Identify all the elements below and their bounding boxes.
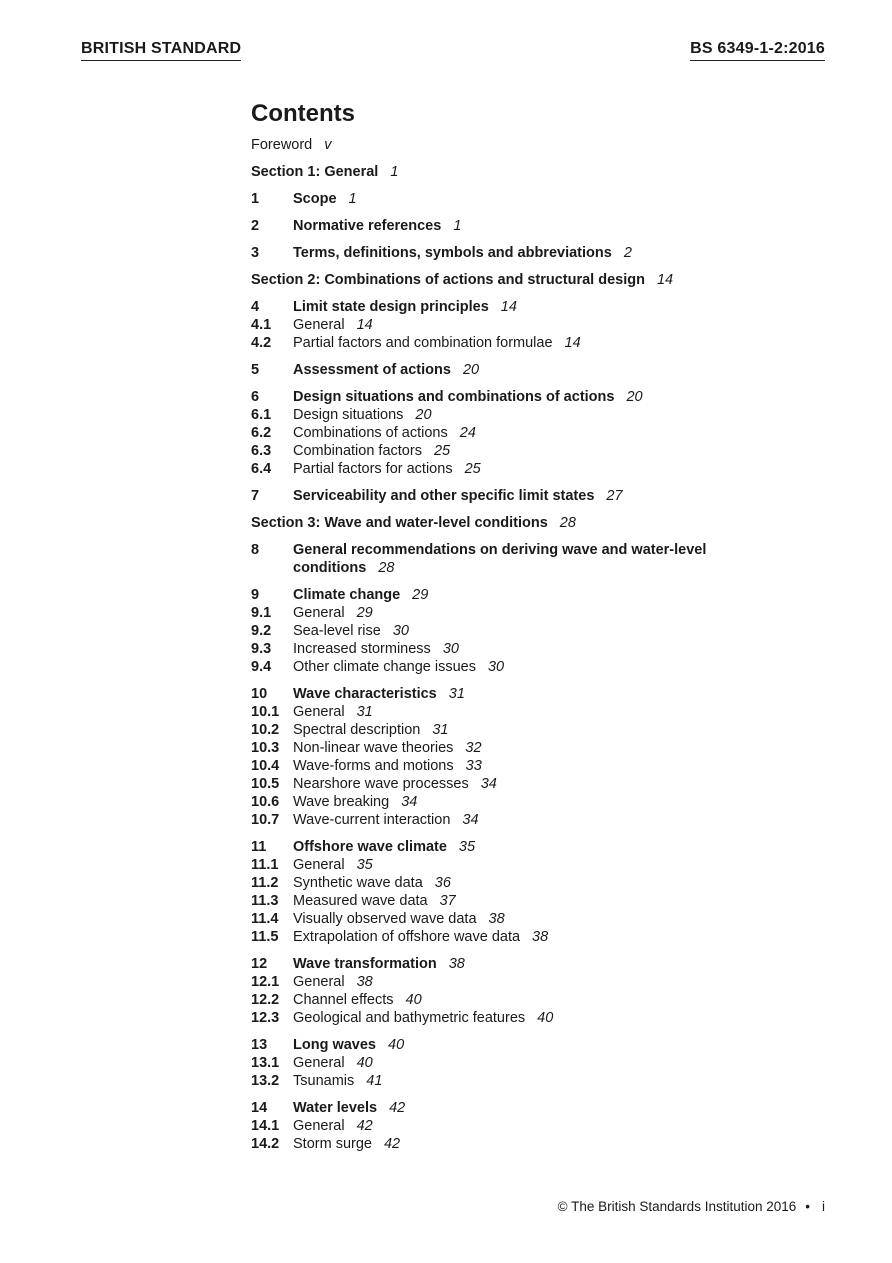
toc-entry-number: 10.7 — [251, 812, 280, 828]
toc-entry-page: 36 — [434, 875, 451, 891]
toc-entry-number: 4 — [251, 299, 260, 315]
toc-entry-wrapper — [251, 163, 811, 181]
toc-entry-page: v — [324, 137, 332, 153]
toc-entry-page: 27 — [606, 488, 623, 504]
toc-entry-page: 1 — [390, 164, 399, 180]
page-title: Contents — [251, 100, 355, 127]
toc-entry-number: 4.1 — [251, 317, 272, 333]
page-footer — [558, 1199, 825, 1214]
toc-entry-wrapper — [293, 316, 811, 334]
toc-entry-page: 40 — [537, 1010, 554, 1026]
toc-entry-title: Wave transformation — [293, 956, 437, 972]
toc-entry[interactable] — [251, 424, 811, 442]
toc-entry-page: 28 — [559, 515, 576, 531]
toc-entry-number: 7 — [251, 488, 260, 504]
toc-entry-page: 33 — [465, 758, 482, 774]
toc-entry-title: Section 2: Combinations of actions and structural design — [251, 272, 645, 288]
toc-entry[interactable] — [251, 604, 811, 622]
toc-group — [251, 388, 811, 478]
toc-entry-page: 25 — [433, 443, 451, 459]
toc-entry-number: 10 — [251, 686, 268, 702]
toc-entry-page: 30 — [392, 623, 409, 639]
toc-entry-number: 9.3 — [251, 641, 272, 657]
toc-entry[interactable] — [251, 973, 811, 991]
toc-entry-number: 9.2 — [251, 623, 272, 639]
toc-group — [251, 955, 811, 1027]
footer-copyright: © The British Standards Institution 2016 — [557, 1199, 797, 1214]
toc-entry-title: General — [293, 317, 345, 333]
toc-entry-wrapper — [293, 1135, 811, 1153]
toc-entry-page: 35 — [356, 857, 373, 873]
toc-entry-wrapper — [293, 1099, 811, 1117]
toc-entry-page: 34 — [401, 794, 418, 810]
toc-group — [251, 586, 811, 676]
toc-entry-number: 13.1 — [251, 1055, 280, 1071]
toc-entry-wrapper — [293, 775, 811, 793]
toc-entry-title: Normative references — [293, 218, 442, 234]
toc-entry-wrapper — [293, 190, 811, 208]
toc-entry-number: 10.2 — [251, 722, 280, 738]
toc-entry-page: 20 — [626, 389, 643, 405]
toc-entry[interactable] — [251, 1009, 811, 1027]
toc-entry-wrapper — [293, 757, 811, 775]
toc-entry-page: 32 — [465, 740, 482, 756]
toc-entry-number: 9.1 — [251, 605, 272, 621]
toc-entry-wrapper — [293, 487, 811, 505]
toc-entry-title: Visually observed wave data — [293, 911, 477, 927]
toc-entry-wrapper — [293, 640, 811, 658]
toc-entry[interactable] — [251, 190, 811, 208]
toc-entry-title: Partial factors and combination formulae — [293, 335, 553, 351]
toc-entry-number: 12.1 — [251, 974, 280, 990]
toc-entry-page: 28 — [378, 560, 395, 576]
toc-entry-wrapper — [293, 406, 811, 424]
toc-entry-page: 25 — [464, 461, 481, 477]
toc-group — [251, 190, 811, 208]
toc-entry-wrapper — [293, 460, 811, 478]
toc-entry-title: Wave characteristics — [293, 686, 437, 702]
toc-entry-title: Climate change — [293, 587, 401, 603]
toc-entry-number: 12.2 — [251, 992, 280, 1008]
toc-entry-number: 11.5 — [251, 929, 279, 945]
toc-entry[interactable] — [251, 244, 811, 262]
toc-entry[interactable] — [251, 928, 811, 946]
toc-entry-wrapper — [293, 991, 811, 1009]
toc-entry-wrapper — [293, 928, 811, 946]
toc-entry-title: General — [293, 1118, 345, 1134]
toc-entry-page: 42 — [383, 1136, 401, 1152]
toc-entry-title: General — [293, 974, 345, 990]
toc-entry[interactable] — [251, 316, 811, 334]
toc-group — [251, 1099, 811, 1153]
toc-entry-number: 11.4 — [251, 911, 279, 927]
toc-entry[interactable] — [251, 586, 811, 604]
toc-entry-title: Design situations and combinations of actions — [293, 389, 615, 405]
toc-entry-title: Assessment of actions — [293, 362, 451, 378]
toc-entry-page: 38 — [488, 911, 505, 927]
toc-entry-wrapper — [251, 514, 811, 532]
toc-entry-number: 2 — [251, 218, 260, 234]
toc-entry-page: 14 — [656, 272, 674, 288]
toc-entry-number: 12 — [251, 956, 268, 972]
toc-entry-title: Terms, definitions, symbols and abbreviations — [293, 245, 612, 261]
toc-entry-number: 6 — [251, 389, 260, 405]
toc-group — [251, 541, 811, 577]
toc-group — [251, 514, 811, 532]
toc-entry-wrapper — [293, 298, 811, 316]
toc-entry-title: Section 3: Wave and water-level conditions — [251, 515, 548, 531]
toc-entry[interactable] — [251, 757, 811, 775]
toc-entry-title: General recommendations on deriving wave and water-level conditions — [293, 542, 707, 576]
toc-entry-title: General — [293, 704, 345, 720]
toc-entry-number: 13 — [251, 1037, 268, 1053]
toc-entry-page: 42 — [389, 1100, 406, 1116]
toc-entry[interactable] — [251, 811, 811, 829]
toc-entry-title: Wave breaking — [293, 794, 390, 810]
toc-entry-page: 31 — [432, 722, 449, 738]
toc-entry-wrapper — [293, 703, 811, 721]
toc-entry-title: Serviceability and other specific limit states — [293, 488, 595, 504]
toc-entry[interactable] — [251, 856, 811, 874]
toc-group — [251, 1036, 811, 1090]
toc-entry-title: Foreword — [251, 137, 313, 153]
toc-entry-page: 20 — [415, 407, 432, 423]
toc-entry[interactable] — [251, 1072, 811, 1090]
toc-entry-page: 38 — [448, 956, 465, 972]
toc-entry-title: Extrapolation of offshore wave data — [293, 929, 521, 945]
toc-entry-page: 31 — [448, 686, 465, 702]
toc-entry-number: 11 — [251, 839, 267, 855]
header-document-number: BS 6349-1-2:2016 — [690, 40, 825, 61]
toc-entry-number: 6.2 — [251, 425, 272, 441]
toc-entry-number: 14 — [251, 1100, 268, 1116]
toc-entry-wrapper — [293, 622, 811, 640]
toc-entry-wrapper — [293, 793, 811, 811]
toc-entry-number: 11.1 — [251, 857, 279, 873]
toc-entry-wrapper — [293, 217, 811, 235]
toc-entry-number: 14.1 — [251, 1118, 280, 1134]
toc-entry-number: 9.4 — [251, 659, 272, 675]
toc-entry-number: 8 — [251, 542, 260, 558]
toc-entry-page: 42 — [356, 1118, 373, 1134]
toc-entry[interactable] — [251, 910, 811, 928]
toc-entry-page: 29 — [356, 605, 373, 621]
toc-entry-wrapper — [293, 955, 811, 973]
toc-entry-page: 41 — [366, 1073, 383, 1089]
toc-entry-page: 1 — [348, 191, 357, 207]
toc-entry-title: Water levels — [293, 1100, 378, 1116]
toc-entry-title: Channel effects — [293, 992, 394, 1008]
toc-entry[interactable] — [251, 1099, 811, 1117]
toc-entry-wrapper — [293, 604, 811, 622]
toc-entry[interactable] — [251, 136, 811, 154]
toc-group — [251, 838, 811, 946]
toc-entry-number: 14.2 — [251, 1136, 280, 1152]
toc-entry-number: 5 — [251, 362, 260, 378]
toc-entry[interactable] — [251, 640, 811, 658]
toc-entry[interactable] — [251, 874, 811, 892]
toc-entry-title: General — [293, 605, 345, 621]
toc-entry-page: 38 — [356, 974, 373, 990]
toc-entry-wrapper — [293, 586, 811, 604]
toc-entry-number: 10.4 — [251, 758, 280, 774]
toc-entry-title: Nearshore wave processes — [293, 776, 469, 792]
toc-entry[interactable] — [251, 739, 811, 757]
toc-entry[interactable] — [251, 658, 811, 676]
toc-entry-title: Geological and bathymetric features — [293, 1010, 526, 1026]
toc-group — [251, 217, 811, 235]
toc-entry[interactable] — [251, 685, 811, 703]
toc-entry[interactable] — [251, 1117, 811, 1135]
toc-entry-wrapper — [293, 685, 811, 703]
toc-entry-page: 40 — [356, 1055, 373, 1071]
toc-entry-page: 24 — [459, 425, 476, 441]
toc-entry-page: 20 — [462, 362, 480, 378]
toc-entry[interactable] — [251, 721, 811, 739]
toc-entry-number: 6.3 — [251, 443, 272, 459]
toc-entry[interactable] — [251, 163, 811, 181]
toc-entry-wrapper — [293, 388, 811, 406]
toc-entry[interactable] — [251, 514, 811, 532]
toc-entry-number: 11.3 — [251, 893, 279, 909]
toc-entry-title: Sea-level rise — [293, 623, 381, 639]
toc-entry-title: Combination factors — [293, 443, 422, 459]
toc-list — [251, 136, 811, 1153]
toc-entry-wrapper — [293, 541, 811, 577]
toc-entry-number: 10.1 — [251, 704, 280, 720]
toc-entry-title: Storm surge — [293, 1136, 372, 1152]
toc-entry-page: 38 — [532, 929, 549, 945]
toc-group — [251, 163, 811, 181]
toc-entry[interactable] — [251, 334, 811, 352]
toc-entry-wrapper — [293, 244, 811, 262]
toc-entry-page: 40 — [388, 1037, 405, 1053]
toc-group — [251, 298, 811, 352]
toc-entry-page: 30 — [487, 659, 505, 675]
toc-entry-number: 6.1 — [251, 407, 272, 423]
toc-entry[interactable] — [251, 460, 811, 478]
toc-entry[interactable] — [251, 1135, 811, 1153]
toc-entry[interactable] — [251, 442, 811, 460]
toc-entry-number: 12.3 — [251, 1010, 280, 1026]
toc-entry[interactable] — [251, 775, 811, 793]
toc-entry-wrapper — [293, 856, 811, 874]
toc-entry-title: Partial factors for actions — [293, 461, 453, 477]
toc-entry-page: 14 — [564, 335, 581, 351]
toc-group — [251, 244, 811, 262]
toc-entry[interactable] — [251, 298, 811, 316]
toc-entry[interactable] — [251, 217, 811, 235]
toc-entry-wrapper — [293, 721, 811, 739]
footer-page-number: i — [822, 1199, 825, 1214]
toc-entry[interactable] — [251, 1036, 811, 1054]
toc-entry-wrapper — [293, 1054, 811, 1072]
toc-entry-title: Other climate change issues — [293, 659, 476, 675]
toc-entry-title: Non-linear wave theories — [293, 740, 454, 756]
toc-entry-number: 13.2 — [251, 1073, 280, 1089]
toc-entry-wrapper — [293, 1009, 811, 1027]
toc-entry-number: 10.3 — [251, 740, 280, 756]
toc-group — [251, 271, 811, 289]
toc-entry-wrapper — [293, 424, 811, 442]
toc-entry-number: 9 — [251, 587, 260, 603]
toc-entry-wrapper — [293, 910, 811, 928]
toc-entry-wrapper — [293, 334, 811, 352]
toc-entry[interactable] — [251, 991, 811, 1009]
toc-entry-wrapper — [293, 1117, 811, 1135]
toc-entry[interactable] — [251, 622, 811, 640]
toc-group — [251, 685, 811, 829]
toc-entry[interactable] — [251, 838, 811, 856]
toc-entry-page: 34 — [462, 812, 479, 828]
toc-entry-number: 1 — [251, 191, 260, 207]
toc-entry-number: 3 — [251, 245, 260, 261]
toc-entry-page: 29 — [412, 587, 429, 603]
toc-entry-page: 37 — [439, 893, 456, 909]
toc-entry-title: Synthetic wave data — [293, 875, 423, 891]
toc-entry-wrapper — [293, 973, 811, 991]
toc-entry[interactable] — [251, 793, 811, 811]
toc-entry[interactable] — [251, 388, 811, 406]
toc-entry-wrapper — [293, 838, 811, 856]
toc-entry-number: 11.2 — [251, 875, 279, 891]
toc-entry-page: 35 — [458, 839, 476, 855]
toc-entry-wrapper — [293, 1036, 811, 1054]
toc-entry-page: 34 — [480, 776, 497, 792]
toc-entry-page: 2 — [623, 245, 632, 261]
header-standard-label: BRITISH STANDARD — [81, 40, 241, 61]
toc-entry-page: 1 — [453, 218, 462, 234]
toc-entry[interactable] — [251, 541, 811, 577]
toc-entry-title: Combinations of actions — [293, 425, 448, 441]
toc-entry-title: Spectral description — [293, 722, 421, 738]
toc-entry-title: Tsunamis — [293, 1073, 355, 1089]
toc-entry-wrapper — [293, 1072, 811, 1090]
toc-entry-title: Scope — [293, 191, 337, 207]
toc-entry-title: Increased storminess — [293, 641, 431, 657]
toc-entry-wrapper — [293, 361, 811, 379]
toc-entry-title: General — [293, 857, 345, 873]
toc-entry-title: Limit state design principles — [293, 299, 489, 315]
toc-entry[interactable] — [251, 1054, 811, 1072]
toc-entry-number: 4.2 — [251, 335, 272, 351]
toc-group — [251, 487, 811, 505]
toc-entry[interactable] — [251, 487, 811, 505]
toc-group — [251, 361, 811, 379]
toc-entry[interactable] — [251, 955, 811, 973]
toc-entry-wrapper — [293, 658, 811, 676]
toc-entry-wrapper — [293, 874, 811, 892]
toc-entry-wrapper — [293, 892, 811, 910]
toc-entry-title: Measured wave data — [293, 893, 428, 909]
toc-entry[interactable] — [251, 271, 811, 289]
toc-group — [251, 136, 811, 154]
toc-entry[interactable] — [251, 703, 811, 721]
toc-entry-title: Design situations — [293, 407, 404, 423]
toc-entry-title: Section 1: General — [251, 164, 379, 180]
footer-bullet: • — [805, 1199, 810, 1214]
toc-entry[interactable] — [251, 361, 811, 379]
toc-entry-title: General — [293, 1055, 345, 1071]
toc-entry-wrapper — [251, 271, 811, 289]
toc-entry-page: 30 — [442, 641, 459, 657]
toc-entry-title: Offshore wave climate — [293, 839, 447, 855]
toc-entry-title: Wave-current interaction — [293, 812, 451, 828]
toc-entry-page: 14 — [500, 299, 517, 315]
toc-entry-wrapper — [293, 811, 811, 829]
toc-entry-number: 6.4 — [251, 461, 272, 477]
toc-entry-page: 31 — [356, 704, 373, 720]
toc-entry-wrapper — [251, 136, 811, 154]
toc-entry-page: 14 — [356, 317, 373, 333]
toc-entry-title: Wave-forms and motions — [293, 758, 454, 774]
toc-entry-wrapper — [293, 442, 811, 460]
toc-entry-wrapper — [293, 739, 811, 757]
toc-entry-number: 10.6 — [251, 794, 280, 810]
table-of-contents — [251, 99, 811, 1162]
toc-entry[interactable] — [251, 892, 811, 910]
toc-entry-title: Long waves — [293, 1037, 376, 1053]
toc-entry[interactable] — [251, 406, 811, 424]
toc-entry-number: 10.5 — [251, 776, 280, 792]
toc-entry-page: 40 — [405, 992, 422, 1008]
